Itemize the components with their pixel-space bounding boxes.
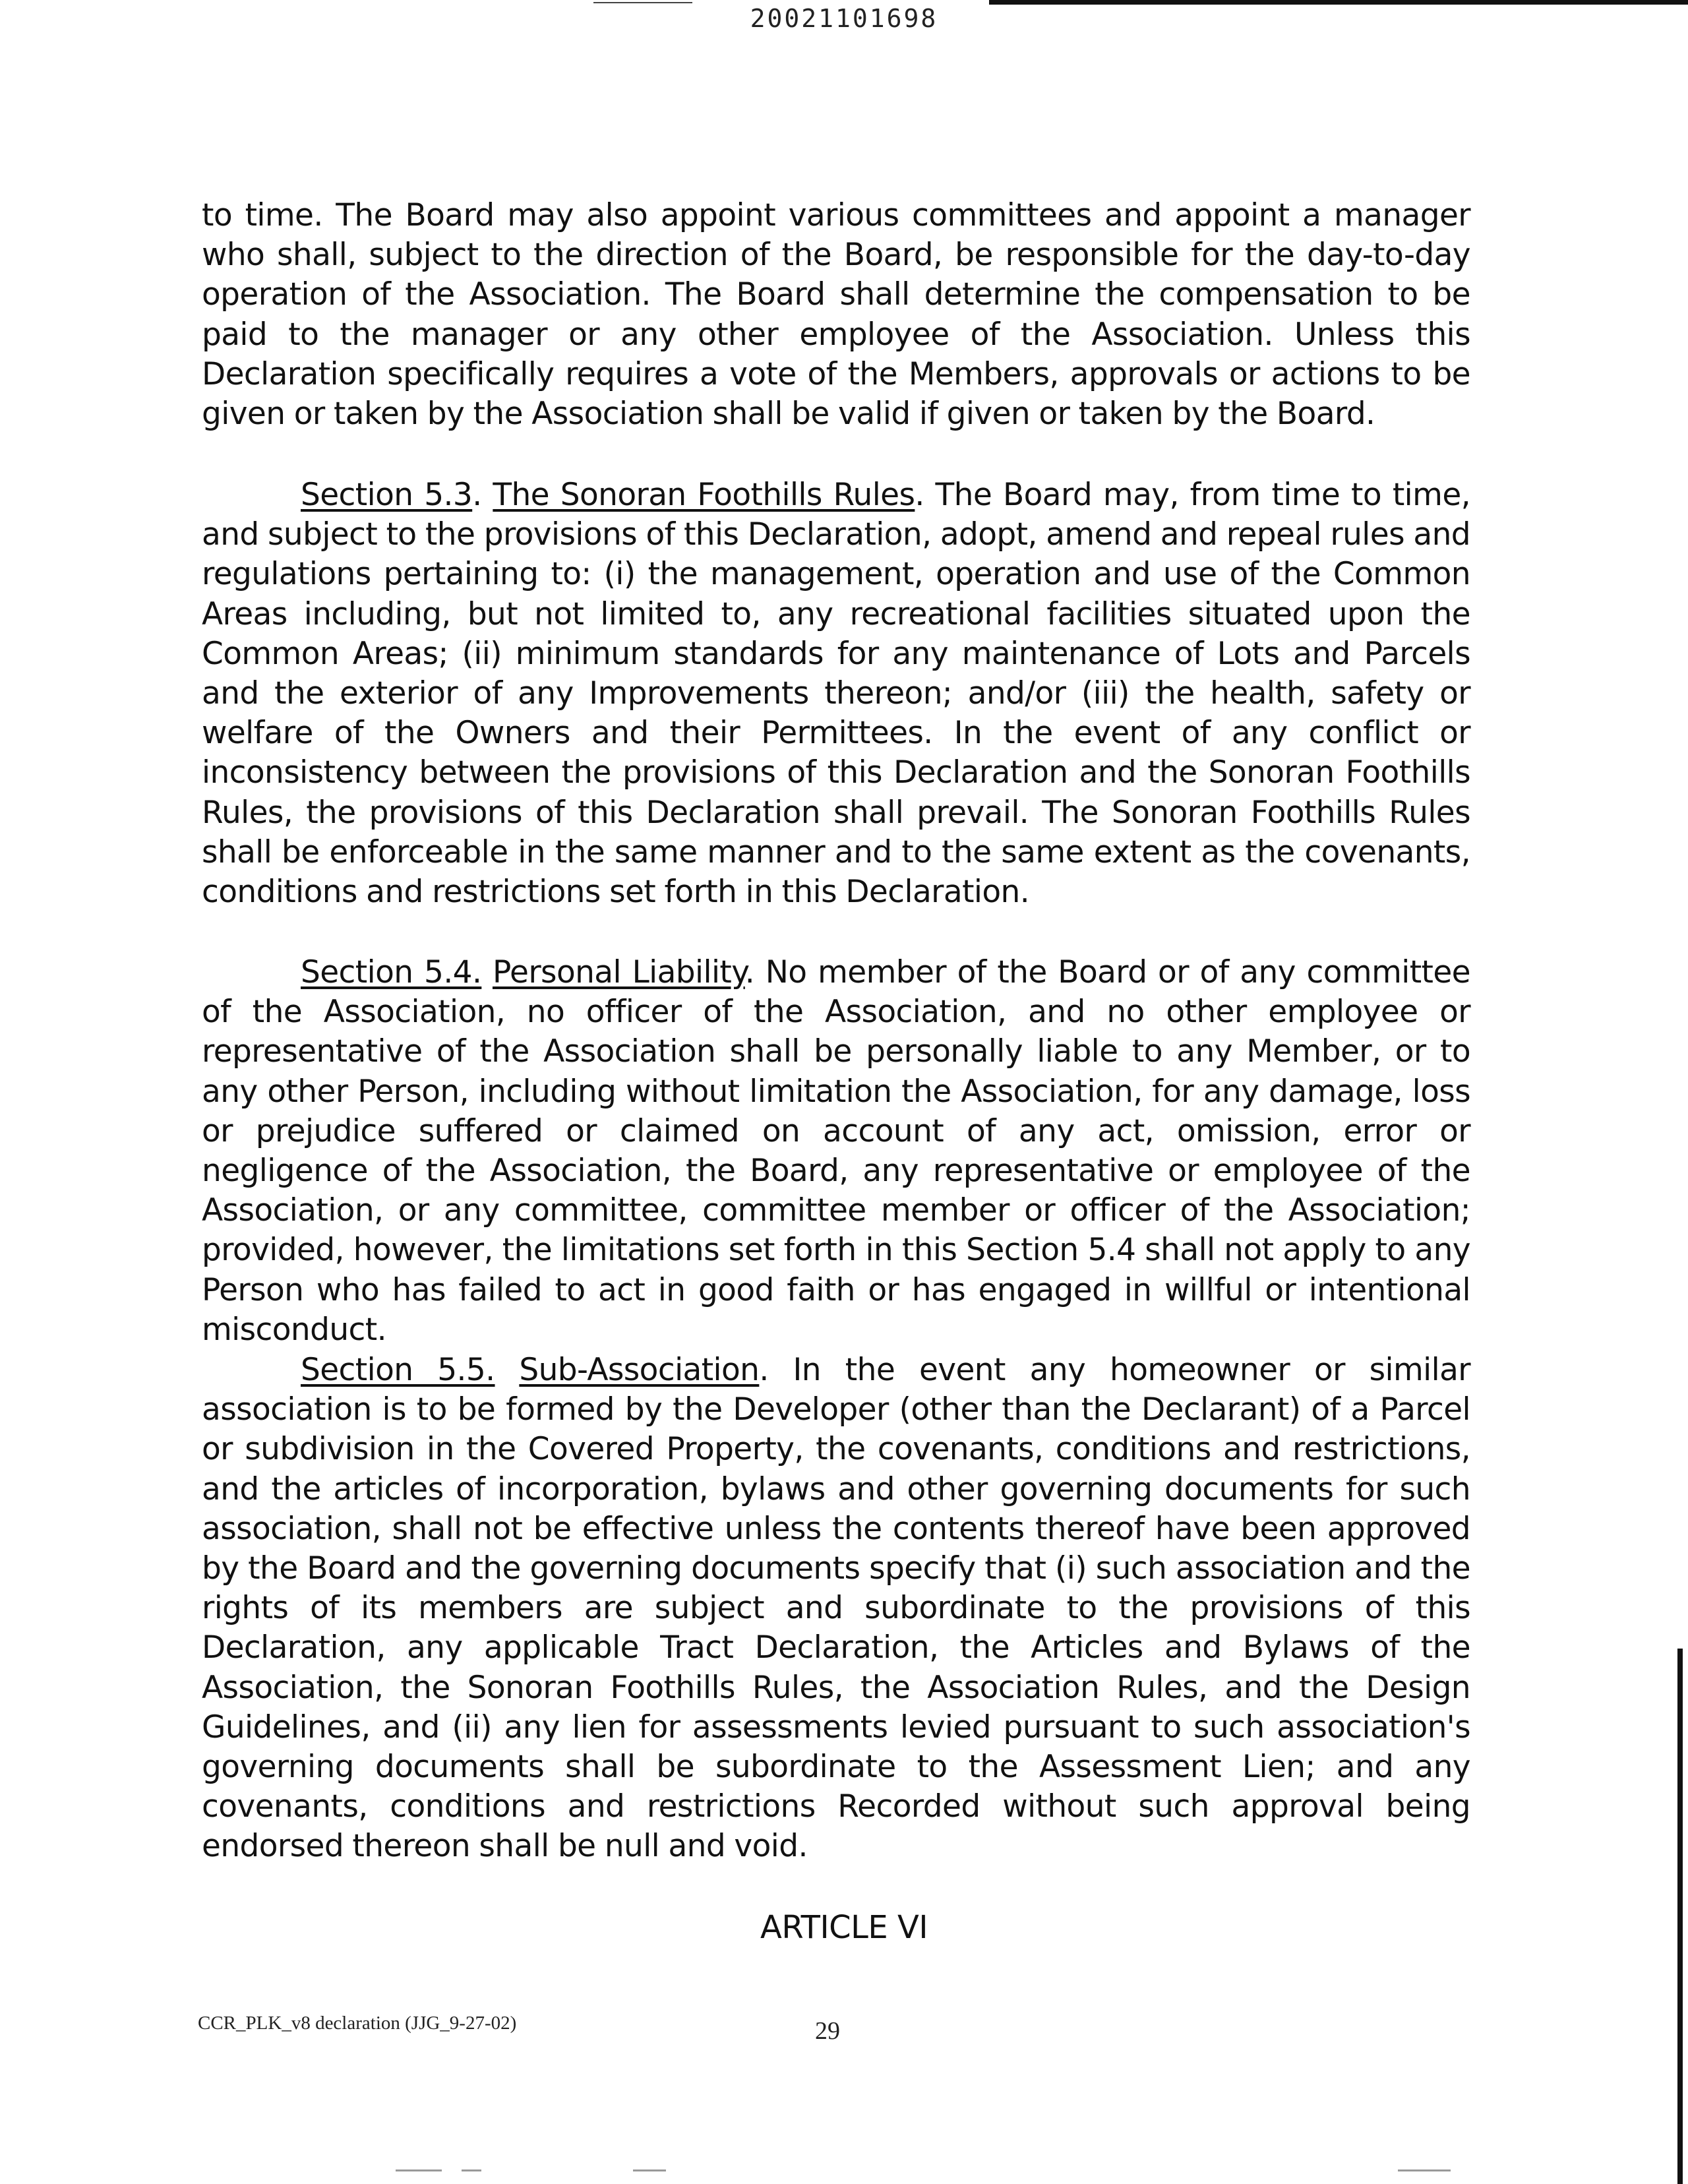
paragraph-continuation xyxy=(202,196,1470,434)
section-5-3-title: The Sonoran Foothills Rules xyxy=(493,477,915,513)
scan-artifact-dots xyxy=(1398,2169,1451,2171)
paragraph-text: to time. The Board may also appoint various committees and appoint a manager who shall, subject to the direction of the Board, be responsible for the day-to-day operation of the Association. The Board shall determine the compensation to be paid to the manager or any other employee of the Association. Unless this Declaration specifically requires a vote of the Members, approvals or actions to be given or taken by the Association shall be valid if given or taken by the Board. xyxy=(202,197,1470,433)
section-5-5-number: Section 5.5. xyxy=(301,1352,495,1388)
scan-artifact-top-short-line xyxy=(593,2,692,3)
section-5-4-number: Section 5.4. xyxy=(301,954,482,990)
recording-number: 20021101698 xyxy=(750,4,938,33)
footer-file-label: CCR_PLK_v8 declaration (JJG_9-27-02) xyxy=(198,2013,517,2034)
section-5-4-title: Personal Liability xyxy=(492,954,745,990)
section-5-5-paragraph xyxy=(202,1350,1470,1867)
section-5-5-body: In the event any homeowner or similar association is to be formed by the Developer (other than the Declarant) of a Parcel or subdivision in the Covered Property, the covenants, conditions and restrictions, and the articles of incorporation, bylaws and other governing documents for such association, shall not be effective unless the contents thereof have been approved by the Board and the governing documents specify that (i) such association and the rights of its members are subject and subordinate to the provisions of this Declaration, any applicable Tract Declaration, the Articles and Bylaws of the Association, the Sonoran Foothills Rules, the Association Rules, and the Design Guidelines, and (ii) any lien for assessments levied pursuant to such association's governing documents shall be subordinate to the Assessment Lien; and any covenants, conditions and restrictions Recorded without such approval being endorsed thereon shall be null and void. xyxy=(202,1352,1471,1865)
section-5-4-text: Section 5.4. Personal Liability. No member of the Board or of any committee of the Association, no officer of the Association, and no other employee or representative of the Association shall be personally liable to any Member, or to any other Person, including without limitation the Association, for any damage, loss or prejudice suffered or claimed on account of any act, omission, error or negligence of the Association, the Board, any representative or employee of the Association, or any committee, committee member or officer of the Association; provided, however, the limitations set forth in this Section 5.4 shall not apply to any Person who has failed to act in good faith or has engaged in willful or intentional misconduct. xyxy=(202,954,1471,1348)
section-5-3-number: Section 5.3 xyxy=(301,477,473,513)
section-5-3-body: The Board may, from time to time, and subject to the provisions of this Declaration, adopt, amend and repeal rules and regulations pertaining to: (i) the management, operation and use of the Common Areas including, but not limited to, any recreational facilities situated upon the Common Areas; (ii) minimum standards for any maintenance of Lots and Parcels and the exterior of any Improvements thereon; and/or (iii) the health, safety or welfare of the Owners and their Permittees. In the event of any conflict or inconsistency between the provisions of this Declaration and the Sonoran Foothills Rules, the provisions of this Declaration shall prevail. The Sonoran Foothills Rules shall be enforceable in the same manner and to the same extent as the covenants, conditions and restrictions set forth in this Declaration. xyxy=(202,477,1470,911)
section-5-4-body: No member of the Board or of any committee of the Association, no officer of the Association, and no other employee or representative of the Association shall be personally liable to any Member, or to any other Person, including without limitation the Association, for any damage, loss or prejudice suffered or claimed on account of any act, omission, error or negligence of the Association, the Board, any representative or employee of the Association, or any committee, committee member or officer of the Association; provided, however, the limitations set forth in this Section 5.4 shall not apply to any Person who has failed to act in good faith or has engaged in willful or intentional misconduct. xyxy=(202,954,1471,1348)
scan-artifact-dots xyxy=(462,2169,481,2171)
section-5-3-paragraph xyxy=(202,475,1470,912)
section-5-4-paragraph xyxy=(202,953,1470,1350)
scan-artifact-dots xyxy=(396,2169,442,2171)
scan-artifact-dots xyxy=(633,2169,666,2171)
article-heading: ARTICLE VI xyxy=(760,1909,928,1946)
section-5-5-text: Section 5.5. Sub-Association. In the event any homeowner or similar association is to be formed by the Developer (other than the Declarant) of a Parcel or subdivision in the Covered Property, the covenants, conditions and restrictions, and the articles of incorporation, bylaws and other governing documents for such association, shall not be effective unless the contents thereof have been approved by the Board and the governing documents specify that (i) such association and the rights of its members are subject and subordinate to the provisions of this Declaration, any applicable Tract Declaration, the Articles and Bylaws of the Association, the Sonoran Foothills Rules, the Association Rules, and the Design Guidelines, and (ii) any lien for assessments levied pursuant to such association's governing documents shall be subordinate to the Assessment Lien; and any covenants, conditions and restrictions Recorded without such approval being endorsed thereon shall be null and void. xyxy=(202,1352,1471,1865)
page-number: 29 xyxy=(815,2017,840,2045)
section-5-5-title: Sub-Association xyxy=(519,1352,760,1388)
section-5-3-text: Section 5.3. The Sonoran Foothills Rules. The Board may, from time to time, and subject to the provisions of this Declaration, adopt, amend and repeal rules and regulations pertaining to: (i) the management, operation and use of the Common Areas including, but not limited to, any recreational facilities situated upon the Common Areas; (ii) minimum standards for any maintenance of Lots and Parcels and the exterior of any Improvements thereon; and/or (iii) the health, safety or welfare of the Owners and their Permittees. In the event of any conflict or inconsistency between the provisions of this Declaration and the Sonoran Foothills Rules, the provisions of this Declaration shall prevail. The Sonoran Foothills Rules shall be enforceable in the same manner and to the same extent as the covenants, conditions and restrictions set forth in this Declaration. xyxy=(202,477,1470,911)
